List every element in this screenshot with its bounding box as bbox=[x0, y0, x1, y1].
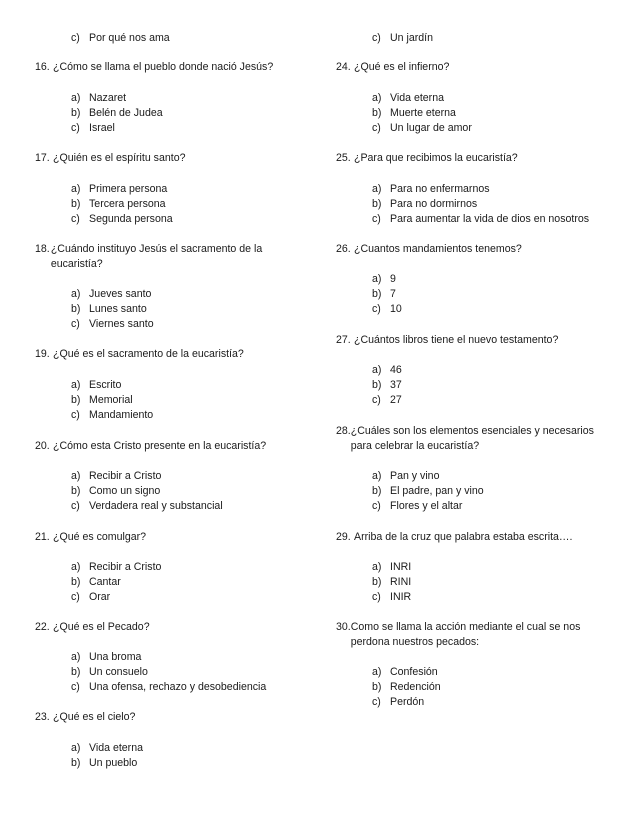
answer-option bbox=[372, 302, 402, 317]
option-letter: b) bbox=[71, 107, 81, 119]
option-text: Flores y el altar bbox=[390, 500, 463, 512]
answer-option bbox=[372, 590, 411, 605]
option-letter: b) bbox=[71, 303, 81, 315]
question-item bbox=[35, 347, 285, 362]
question-number: 27. bbox=[336, 334, 351, 346]
answer-option bbox=[372, 287, 396, 302]
option-text: 27 bbox=[390, 394, 402, 406]
answer-option bbox=[71, 469, 161, 484]
question-text: Arriba de la cruz que palabra estaba escrita…. bbox=[354, 531, 573, 543]
question-text: ¿Cuáles son los elementos esenciales y necesarios para celebrar la eucaristía? bbox=[350, 425, 594, 452]
option-letter: b) bbox=[372, 379, 382, 391]
option-letter: b) bbox=[372, 107, 382, 119]
answer-option bbox=[71, 741, 143, 756]
question-number: 30. bbox=[336, 621, 351, 633]
option-letter: b) bbox=[71, 485, 81, 497]
answer-option bbox=[372, 575, 411, 590]
answer-option bbox=[71, 393, 133, 408]
option-letter: a) bbox=[372, 183, 382, 195]
option-text: Pan y vino bbox=[390, 470, 440, 482]
question-number: 24. bbox=[336, 61, 351, 73]
question-text: ¿Cuántos libros tiene el nuevo testamento? bbox=[354, 334, 559, 346]
option-letter: b) bbox=[71, 666, 81, 678]
answer-option bbox=[71, 680, 266, 695]
question-item bbox=[35, 60, 285, 75]
option-text: Redención bbox=[390, 681, 441, 693]
option-letter: b) bbox=[71, 757, 81, 769]
question-number: 23. bbox=[35, 711, 50, 723]
answer-option bbox=[372, 363, 402, 378]
option-text: Jueves santo bbox=[89, 288, 152, 300]
question-text: ¿Para que recibimos la eucaristía? bbox=[354, 152, 518, 164]
option-text: Escrito bbox=[89, 379, 122, 391]
answer-option bbox=[372, 272, 396, 287]
question-number: 21. bbox=[35, 531, 50, 543]
option-letter: b) bbox=[372, 288, 382, 300]
option-text: 46 bbox=[390, 364, 402, 376]
answer-option bbox=[372, 393, 402, 408]
option-letter: b) bbox=[71, 576, 81, 588]
option-text: Lunes santo bbox=[89, 303, 147, 315]
option-text: 37 bbox=[390, 379, 402, 391]
option-text: Israel bbox=[89, 122, 115, 134]
option-letter: c) bbox=[71, 213, 80, 225]
answer-option bbox=[71, 212, 173, 227]
question-text: ¿Quién es el espíritu santo? bbox=[53, 152, 186, 164]
answer-option bbox=[71, 197, 166, 212]
option-text: Memorial bbox=[89, 394, 133, 406]
option-letter: c) bbox=[372, 303, 381, 315]
option-text: INRI bbox=[390, 561, 412, 573]
option-letter: a) bbox=[71, 379, 81, 391]
question-item bbox=[336, 151, 616, 166]
question-text: ¿Qué es el sacramento de la eucaristía? bbox=[53, 348, 244, 360]
option-letter: c) bbox=[71, 32, 80, 44]
option-text: Un jardín bbox=[390, 32, 433, 44]
option-letter: a) bbox=[71, 651, 81, 663]
option-letter: c) bbox=[372, 394, 381, 406]
question-number: 20. bbox=[35, 440, 50, 452]
question-number: 22. bbox=[35, 621, 50, 633]
option-letter: b) bbox=[372, 681, 382, 693]
answer-option bbox=[372, 469, 439, 484]
question-number: 29. bbox=[336, 531, 351, 543]
answer-option bbox=[71, 499, 223, 514]
option-text: Un pueblo bbox=[89, 757, 138, 769]
answer-option bbox=[71, 302, 147, 317]
answer-option bbox=[372, 695, 424, 710]
option-text: Confesión bbox=[390, 666, 438, 678]
answer-option bbox=[71, 121, 115, 136]
option-letter: a) bbox=[372, 561, 382, 573]
question-text: ¿Cómo se llama el pueblo donde nació Jesús? bbox=[53, 61, 274, 73]
option-text: Belén de Judea bbox=[89, 107, 163, 119]
option-text: El padre, pan y vino bbox=[390, 485, 484, 497]
answer-option bbox=[372, 182, 490, 197]
option-text: Para aumentar la vida de dios en nosotros bbox=[390, 213, 590, 225]
question-text: ¿Cómo esta Cristo presente en la eucaristía? bbox=[53, 440, 267, 452]
answer-option bbox=[372, 560, 411, 575]
answer-option bbox=[372, 91, 444, 106]
question-text: ¿Qué es el infierno? bbox=[354, 61, 450, 73]
option-text: 7 bbox=[390, 288, 396, 300]
option-text: Cantar bbox=[89, 576, 121, 588]
answer-option bbox=[71, 91, 126, 106]
question-item bbox=[336, 620, 616, 650]
question-item bbox=[35, 710, 285, 725]
question-item bbox=[35, 530, 285, 545]
answer-option bbox=[71, 560, 161, 575]
answer-option bbox=[372, 484, 484, 499]
answer-option bbox=[71, 484, 160, 499]
option-letter: c) bbox=[71, 122, 80, 134]
option-letter: a) bbox=[372, 470, 382, 482]
question-text: ¿Qué es el Pecado? bbox=[53, 621, 150, 633]
option-text: Viernes santo bbox=[89, 318, 154, 330]
answer-option bbox=[71, 31, 170, 46]
answer-option bbox=[71, 650, 141, 665]
option-text: Una broma bbox=[89, 651, 142, 663]
option-letter: c) bbox=[71, 500, 80, 512]
option-letter: b) bbox=[372, 485, 382, 497]
answer-option bbox=[71, 756, 137, 771]
option-text: Vida eterna bbox=[390, 92, 444, 104]
answer-option bbox=[372, 212, 589, 227]
question-item bbox=[35, 620, 285, 635]
option-text: Tercera persona bbox=[89, 198, 166, 210]
answer-option bbox=[71, 590, 110, 605]
option-text: Primera persona bbox=[89, 183, 168, 195]
answer-option bbox=[71, 287, 151, 302]
question-text: ¿Qué es el cielo? bbox=[53, 711, 136, 723]
option-letter: c) bbox=[71, 318, 80, 330]
option-letter: c) bbox=[372, 122, 381, 134]
question-number: 26. bbox=[336, 243, 351, 255]
answer-option bbox=[372, 499, 462, 514]
answer-option bbox=[71, 575, 121, 590]
answer-option bbox=[372, 378, 402, 393]
option-letter: c) bbox=[372, 32, 381, 44]
answer-option bbox=[71, 317, 154, 332]
option-text: Como un signo bbox=[89, 485, 161, 497]
answer-option bbox=[372, 31, 433, 46]
option-letter: a) bbox=[71, 183, 81, 195]
option-text: 10 bbox=[390, 303, 402, 315]
question-item bbox=[336, 333, 616, 348]
question-item bbox=[336, 530, 616, 545]
option-letter: b) bbox=[71, 394, 81, 406]
option-letter: b) bbox=[372, 198, 382, 210]
answer-option bbox=[71, 408, 153, 423]
question-number: 18. bbox=[35, 243, 50, 255]
option-letter: a) bbox=[372, 92, 382, 104]
option-text: Verdadera real y substancial bbox=[89, 500, 223, 512]
option-text: Mandamiento bbox=[89, 409, 154, 421]
question-number: 25. bbox=[336, 152, 351, 164]
option-text: Un lugar de amor bbox=[390, 122, 472, 134]
option-letter: a) bbox=[372, 666, 382, 678]
question-number: 19. bbox=[35, 348, 50, 360]
option-text: Vida eterna bbox=[89, 742, 143, 754]
option-text: Perdón bbox=[390, 696, 425, 708]
option-text: Recibir a Cristo bbox=[89, 470, 162, 482]
answer-option bbox=[71, 378, 121, 393]
option-letter: a) bbox=[71, 470, 81, 482]
answer-option bbox=[372, 665, 438, 680]
option-letter: a) bbox=[71, 742, 81, 754]
question-item bbox=[35, 242, 285, 272]
option-letter: c) bbox=[372, 696, 381, 708]
option-text: Recibir a Cristo bbox=[89, 561, 162, 573]
question-text: ¿Cuantos mandamientos tenemos? bbox=[354, 243, 522, 255]
option-letter: c) bbox=[372, 500, 381, 512]
answer-option bbox=[71, 182, 167, 197]
question-item bbox=[35, 151, 285, 166]
option-letter: a) bbox=[372, 364, 382, 376]
option-letter: a) bbox=[71, 561, 81, 573]
question-text: ¿Cuándo instituyo Jesús el sacramento de la eucaristía? bbox=[50, 243, 263, 270]
option-letter: c) bbox=[71, 409, 80, 421]
option-text: Por qué nos ama bbox=[89, 32, 170, 44]
option-letter: c) bbox=[71, 681, 80, 693]
option-text: Muerte eterna bbox=[390, 107, 456, 119]
option-text: RINI bbox=[390, 576, 412, 588]
answer-option bbox=[372, 106, 456, 121]
question-text: Como se llama la acción mediante el cual se nos perdona nuestros pecados: bbox=[350, 621, 581, 648]
option-text: Para no dormirnos bbox=[390, 198, 478, 210]
option-text: Una ofensa, rechazo y desobediencia bbox=[89, 681, 267, 693]
question-number: 17. bbox=[35, 152, 50, 164]
answer-option bbox=[372, 680, 441, 695]
option-letter: a) bbox=[71, 288, 81, 300]
option-text: Un consuelo bbox=[89, 666, 148, 678]
option-letter: a) bbox=[372, 273, 382, 285]
question-item bbox=[336, 60, 616, 75]
option-letter: c) bbox=[71, 591, 80, 603]
option-text: Para no enfermarnos bbox=[390, 183, 490, 195]
option-letter: a) bbox=[71, 92, 81, 104]
question-text: ¿Qué es comulgar? bbox=[53, 531, 147, 543]
option-text: 9 bbox=[390, 273, 396, 285]
answer-option bbox=[372, 197, 477, 212]
option-letter: b) bbox=[372, 576, 382, 588]
option-text: Orar bbox=[89, 591, 111, 603]
answer-option bbox=[71, 106, 163, 121]
option-letter: b) bbox=[71, 198, 81, 210]
question-number: 16. bbox=[35, 61, 50, 73]
question-number: 28. bbox=[336, 425, 351, 437]
question-item bbox=[35, 439, 285, 454]
option-letter: c) bbox=[372, 213, 381, 225]
option-text: Segunda persona bbox=[89, 213, 173, 225]
question-item bbox=[336, 424, 616, 454]
option-letter: c) bbox=[372, 591, 381, 603]
answer-option bbox=[71, 665, 148, 680]
question-item bbox=[336, 242, 616, 257]
option-text: Nazaret bbox=[89, 92, 127, 104]
answer-option bbox=[372, 121, 472, 136]
option-text: INIR bbox=[390, 591, 412, 603]
